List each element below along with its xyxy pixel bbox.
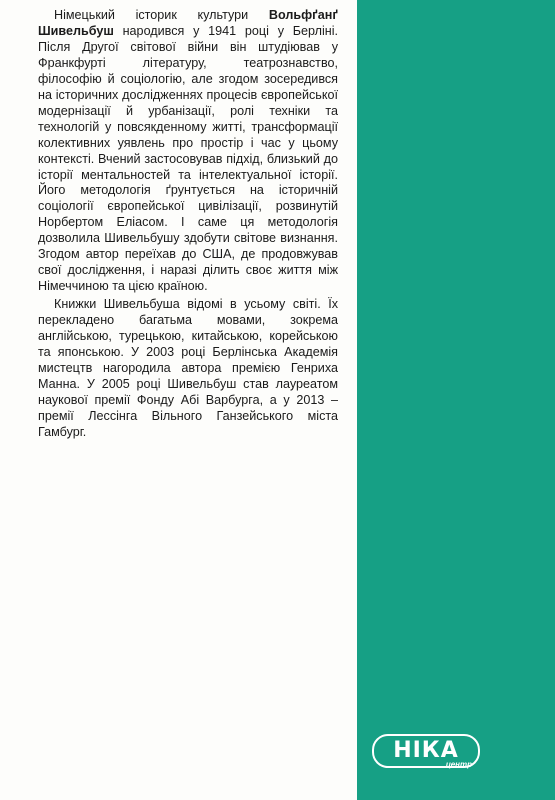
bio-intro: Німецький історик культури bbox=[54, 8, 269, 22]
publisher-logo bbox=[366, 732, 478, 774]
publisher-logo-name: НІКА bbox=[372, 734, 480, 768]
publisher-logo-sub: центр bbox=[445, 760, 472, 769]
green-side-strip bbox=[357, 0, 555, 800]
bio-text: народився у 1941 році у Берліні. Після Другої світової війни він штудіював у Франкфурті літературу, театрознавство, філософію й соціологію, але згодом зосередився на історичних дослідженнях процесів європейської модернізації й урбанізації, ролі техніки та технологій у повсякденному житті, трансформації колективних уявлень про простір і час у цьому контексті. Вчений застосовував підхід, близький до історії ментальностей та інтелектуальної історії. Його методологія ґрунтується на історичній соціології європейської цивілізації, розвинутій Норбертом Еліасом. І саме ця методологія дозволила Шивельбушу здобути світове визнання. Згодом автор переїхав до США, де продовжував свої дослідження, і наразі ділить своє життя між Німеччиною та цією країною. bbox=[38, 23, 338, 294]
author-name: Вольфґанґ Шивельбуш bbox=[38, 8, 338, 38]
bio-paragraph-1 bbox=[38, 8, 338, 295]
author-bio bbox=[38, 8, 338, 441]
bio-paragraph-2: Книжки Шивельбуша відомі в усьому світі. Їх перекладено багатьма мовами, зокрема англійською, турецькою, китайською, корейською та японською. У 2003 році Берлінська Академія мистецтв нагородила автора премією Генриха Манна. У 2005 році Шивельбуш став лауреатом наукової премії Фонду Абі Варбурга, а у 2013 – премії Лессінга Вільного Ганзейського міста Гамбург. bbox=[38, 297, 338, 439]
